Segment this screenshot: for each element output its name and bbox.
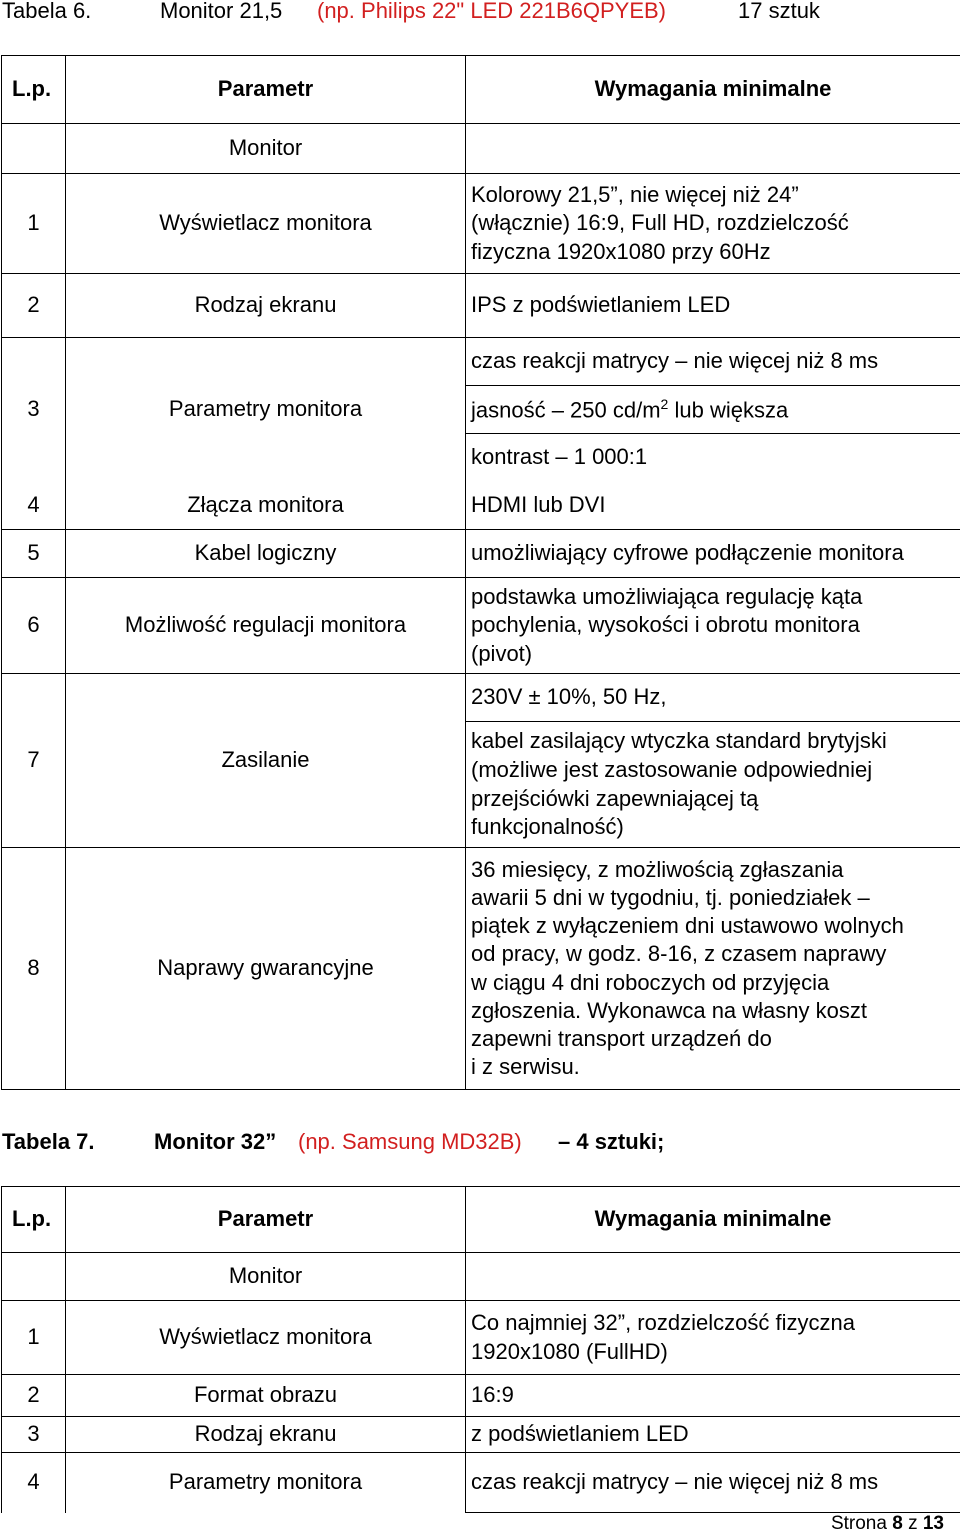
table-row: 5 Kabel logiczny umożliwiający cyfrowe podłączenie monitora [2,530,960,578]
table-row: 6 Możliwość regulacji monitora podstawka umożliwiająca regulację kąta pochylenia, wysokości i obrotu monitora (pivot) [2,578,960,674]
table7-header-row [2,1187,960,1253]
table6-caption-example: (np. Philips 22" LED 221B6QPYEB) [317,0,666,23]
table7-caption-example: (np. Samsung MD32B) [298,1129,522,1154]
table-row: 2 Rodzaj ekranu IPS z podświetlaniem LED [2,274,960,338]
table-row: 7 Zasilanie 230V ± 10%, 50 Hz, [2,674,960,722]
table-row: 3 Rodzaj ekranu z podświetlaniem LED [2,1417,960,1453]
table6-header-req: Wymagania minimalne [466,56,960,124]
table7-caption-count: – 4 sztuki; [558,1129,665,1154]
table6-header-row [2,56,960,124]
table-row: 4 Złącza monitora HDMI lub DVI [2,482,960,530]
table-row: 8 Naprawy gwarancyjne 36 miesięcy, z możliwością zgłaszania awarii 5 dni w tygodniu, tj. poniedziałek – piątek z wyłączeniem dni ustawowo wolnych od pracy, w godz. 8-16, z czasem naprawy w ciągu 4 dni roboczych od przyjęcia zgłoszenia. Wykonawca na własny koszt zapewni transport urządzeń do i z serwisu. [2,848,960,1090]
table-row: 4 Parametry monitora czas reakcji matrycy – nie więcej niż 8 ms [2,1453,960,1513]
table6-section-label: Monitor [66,124,466,174]
table7-caption-label: Tabela 7. [2,1129,95,1154]
table-row: 1 Wyświetlacz monitora Kolorowy 21,5”, nie więcej niż 24” (włącznie) 16:9, Full HD, rozdzielczość fizyczna 1920x1080 przy 60Hz [2,174,960,274]
table6-header-lp: L.p. [2,56,66,124]
page-footer: Strona 8 z 13 [830,1513,944,1534]
table6: L.p. Parametr Wymagania minimalne Monitor 1 Wyświetlacz monitora Kolorowy 21,5”, nie więcej niż 24” (włącznie) 16:9, Full HD, rozdzielczość fizyczna 1920x1080 przy 60Hz 2 Rodzaj ekranu IPS z podświetlaniem LED 3 Parametry monitora czas reakcji matrycy – nie więcej niż 8 ms jasność – 250 $cd/m^2$ lub większa kontrast – 1 000:1 4 Złącza monitora HDMI lub DVI 5 Kabel logiczny umożliwiający cyfrowe podłączenie monitora 6 Możliwość regulacji monitora podstawka umożliwiająca regulację kąta pochylenia, wysokości i obrotu monitora (pivot) 7 Zasilanie 230V ± 10%, 50 Hz, kabel zasilający wtyczka standard brytyjski (możliwe jest zastosowanie odpowiedniej przejściówki zapewniającej tą funkcjonalność) 8 Naprawy gwarancyjne 36 miesięcy, z możliwością zgłaszania awarii 5 dni w tygodniu, tj. poniedziałek – piątek z wyłączeniem dni ustawowo wolnych od pracy, w godz. 8-16, z czasem naprawy w ciągu 4 dni roboczych od przyjęcia zgłoszenia. Wykonawca na własny koszt zapewni transport urządzeń do i z serwisu. [1,55,960,1090]
table6-caption-count: 17 sztuk [738,0,820,23]
page-number: 8 [892,1513,903,1534]
table7-section-row [2,1253,960,1301]
table7 [1,1186,960,1513]
table7-header-req: Wymagania minimalne [466,1187,960,1253]
table6-caption-label: Tabela 6. [2,0,92,23]
table6-section-row [2,124,960,174]
page-total: 13 [922,1513,944,1534]
table6-caption-title: Monitor 21,5 [160,0,283,23]
table7-header-param: Parametr [66,1187,466,1253]
table-row: 1 Wyświetlacz monitora Co najmniej 32”, rozdzielczość fizyczna 1920x1080 (FullHD) [2,1301,960,1375]
table7-header-lp: L.p. [2,1187,66,1253]
table-row: 2 Format obrazu 16:9 [2,1375,960,1417]
table6-header-param: Parametr [66,56,466,124]
table7-section-label: Monitor [66,1253,466,1301]
table7-caption-title: Monitor 32” [154,1129,277,1154]
table-row: 3 Parametry monitora czas reakcji matrycy – nie więcej niż 8 ms [2,338,960,386]
